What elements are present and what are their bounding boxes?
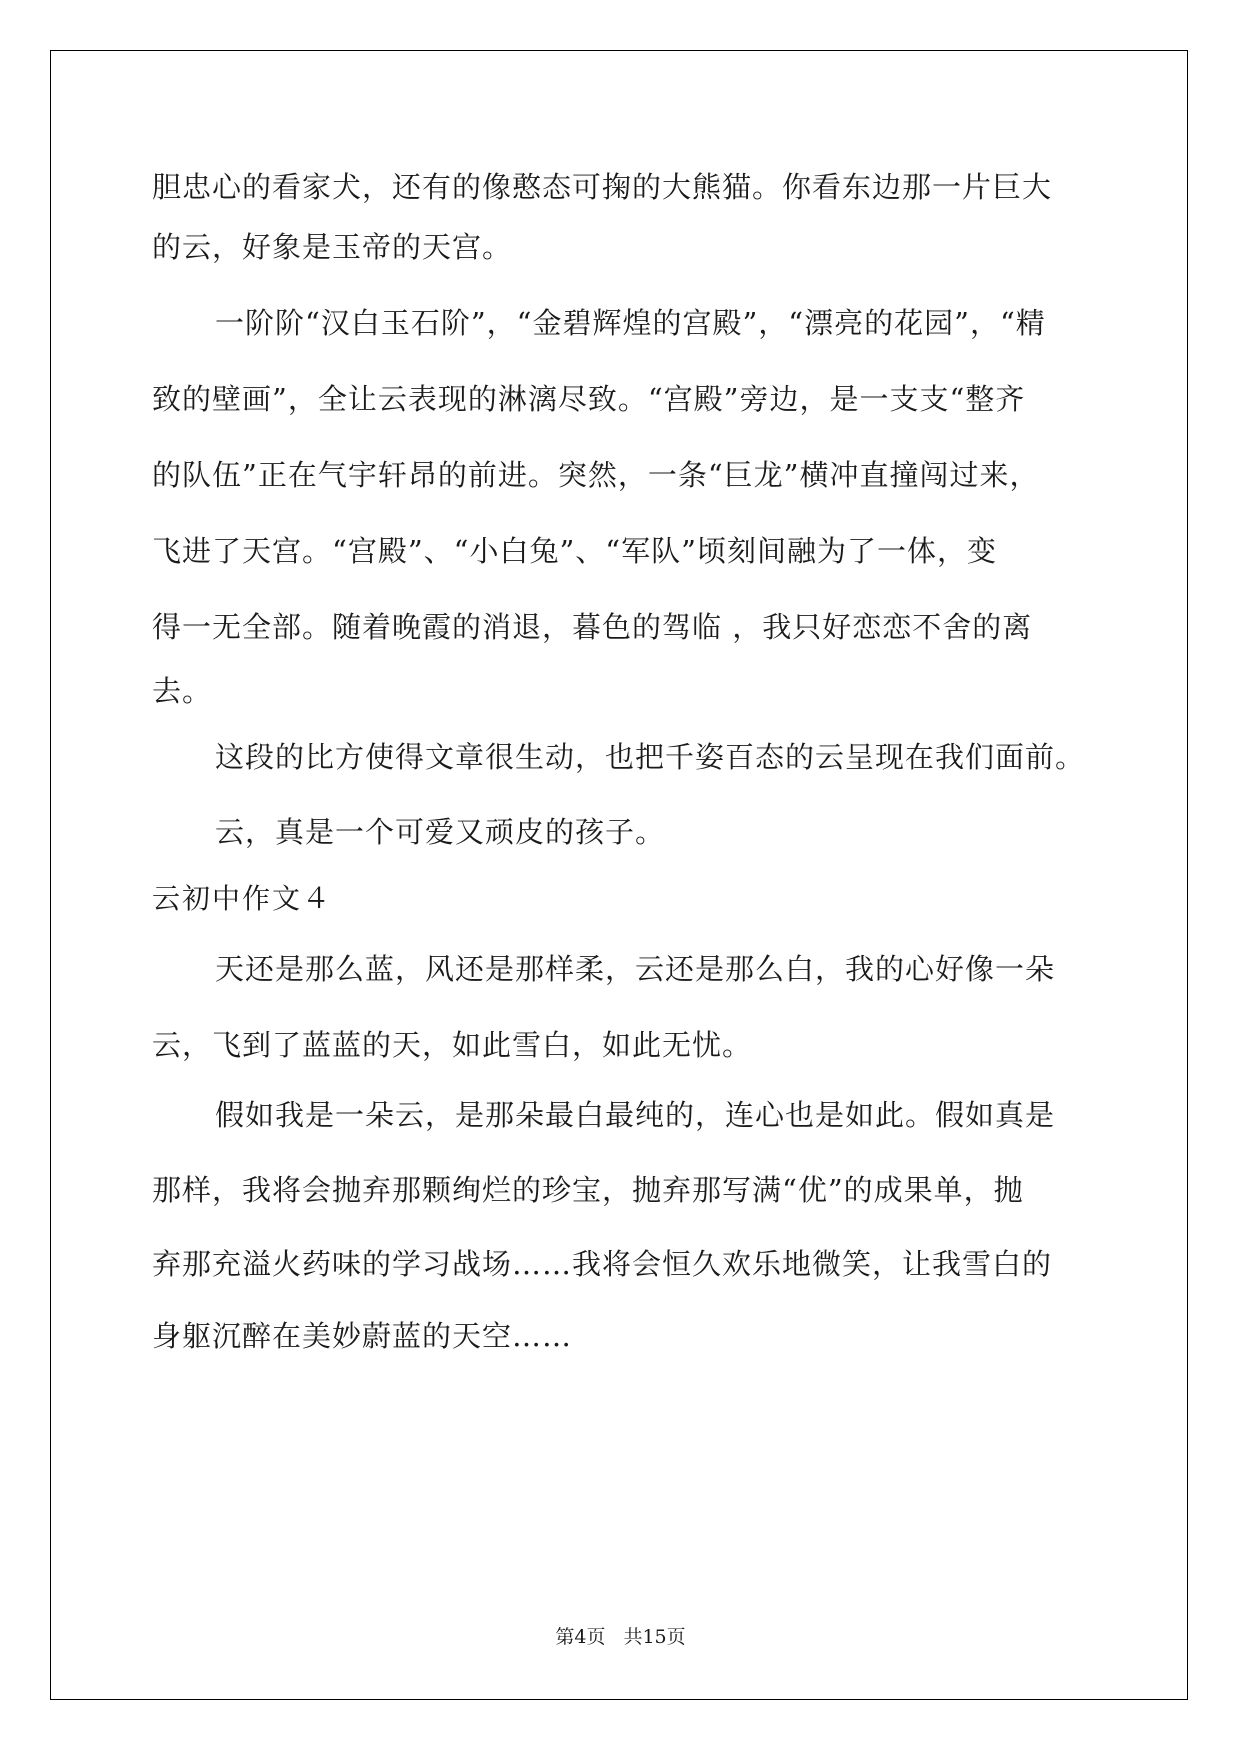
paragraph-line: 云，真是一个可爱又顽皮的孩子。 xyxy=(215,815,666,849)
paragraph-line: 的队伍”正在气宇轩昂的前进。突然，一条“巨龙”横冲直撞闯过来， xyxy=(152,458,1040,492)
paragraph-line: 弃那充溢火药味的学习战场……我将会恒久欢乐地微笑，让我雪白的 xyxy=(152,1247,1053,1281)
section-heading: 云初中作文４ xyxy=(152,882,333,915)
paragraph-line: 这段的比方使得文章很生动，也把千姿百态的云呈现在我们面前。 xyxy=(215,740,1086,774)
paragraph-line: 去。 xyxy=(152,674,213,708)
paragraph-line: 的云，好象是玉帝的天宫。 xyxy=(152,230,513,264)
paragraph-line: 云，飞到了蓝蓝的天，如此雪白，如此无忧。 xyxy=(152,1028,753,1062)
page-total: 共15页 xyxy=(623,1626,686,1648)
paragraph-line: 胆忠心的看家犬，还有的像憨态可掬的大熊猫。你看东边那一片巨大 xyxy=(152,170,1053,204)
paragraph-line: 致的壁画”，全让云表现的淋漓尽致。“宫殿”旁边，是一支支“整齐 xyxy=(152,382,1026,416)
page-number: 第4页 xyxy=(555,1626,606,1648)
paragraph-line: 假如我是一朵云，是那朵最白最纯的，连心也是如此。假如真是 xyxy=(215,1098,1056,1132)
page-border xyxy=(50,50,1188,1700)
paragraph-line: 飞进了天宫。“宫殿”、“小白兔”、“军队”顷刻间融为了一体，变 xyxy=(152,534,997,568)
page-footer xyxy=(0,1622,1241,1649)
paragraph-line: 天还是那么蓝，风还是那样柔，云还是那么白，我的心好像一朵 xyxy=(215,952,1056,986)
paragraph-line: 那样，我将会抛弃那颗绚烂的珍宝，抛弃那写满“优”的成果单，抛 xyxy=(152,1173,1024,1207)
paragraph-line: 身躯沉醉在美妙蔚蓝的天空…… xyxy=(152,1319,573,1353)
paragraph-line: 得一无全部。随着晚霞的消退，暮色的驾临 ，我只好恋恋不舍的离 xyxy=(152,610,1033,644)
paragraph-line: 一阶阶“汉白玉石阶”，“金碧辉煌的宫殿”，“漂亮的花园”，“精 xyxy=(215,306,1046,340)
